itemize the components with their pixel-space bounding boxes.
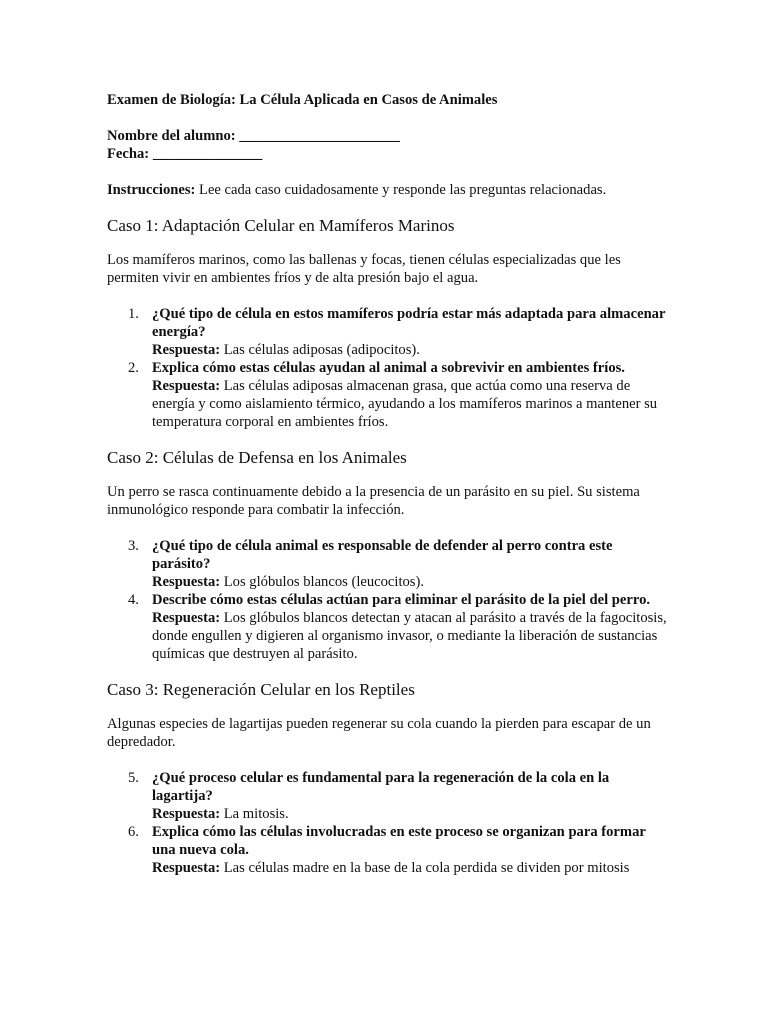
exam-title: Examen de Biología: La Célula Aplicada en Casos de Animales	[107, 92, 498, 108]
student-name-label: Nombre del alumno:	[107, 128, 236, 144]
answer-label: Respuesta:	[152, 574, 221, 590]
question-item	[128, 305, 667, 359]
answer-label: Respuesta:	[152, 860, 221, 876]
question-item	[128, 823, 667, 877]
instructions	[107, 181, 667, 199]
question-number: 4.	[128, 592, 139, 608]
answer	[152, 859, 667, 877]
date-blank: _______________	[152, 146, 263, 162]
answer-text: Las células adiposas (adipocitos).	[223, 342, 420, 358]
answer	[152, 573, 667, 591]
answer-label: Respuesta:	[152, 610, 221, 626]
answer	[152, 805, 667, 823]
case-2-heading: Caso 2: Células de Defensa en los Animales	[107, 448, 407, 467]
question-item	[128, 537, 667, 591]
question-text: ¿Qué proceso celular es fundamental para la regeneración de la cola en la lagartija?	[152, 770, 610, 804]
answer-text: Las células adiposas almacenan grasa, que actúa como una reserva de energía y como aislamiento térmico, ayudando a los mamíferos marinos a mantener su temperatura corporal en ambientes fríos.	[152, 378, 658, 430]
question-number: 5.	[128, 770, 139, 786]
answer	[152, 609, 667, 663]
case-2-intro: Un perro se rasca continuamente debido a la presencia de un parásito en su piel. Su sistema inmunológico responde para combatir la infección.	[107, 484, 640, 518]
question-text: Explica cómo estas células ayudan al animal a sobrevivir en ambientes fríos.	[152, 360, 625, 376]
case-3-intro: Algunas especies de lagartijas pueden regenerar su cola cuando la pierden para escapar de un depredador.	[107, 716, 651, 750]
student-name-blank: ______________________	[239, 128, 400, 144]
case-1-questions	[107, 305, 667, 431]
answer-label: Respuesta:	[152, 342, 221, 358]
answer	[152, 341, 667, 359]
answer-label: Respuesta:	[152, 378, 221, 394]
question-item	[128, 359, 667, 431]
question-number: 1.	[128, 306, 139, 322]
date-line	[107, 145, 667, 163]
question-item	[128, 591, 667, 663]
question-item	[128, 769, 667, 823]
question-text: ¿Qué tipo de célula en estos mamíferos podría estar más adaptada para almacenar energía?	[152, 306, 666, 340]
question-text: Explica cómo las células involucradas en este proceso se organizan para formar una nueva cola.	[152, 824, 646, 858]
question-number: 3.	[128, 538, 139, 554]
case-1-heading: Caso 1: Adaptación Celular en Mamíferos Marinos	[107, 216, 455, 235]
question-text: Describe cómo estas células actúan para eliminar el parásito de la piel del perro.	[152, 592, 651, 608]
exam-document	[107, 91, 667, 877]
question-text: ¿Qué tipo de célula animal es responsable de defender al perro contra este parásito?	[152, 538, 613, 572]
student-name-line	[107, 127, 667, 145]
answer-text: Los glóbulos blancos detectan y atacan al parásito a través de la fagocitosis, donde engullen y digieren al organismo invasor, o mediante la liberación de sustancias químicas que destruyen al parásito.	[152, 610, 667, 662]
date-label: Fecha:	[107, 146, 150, 162]
instructions-text: Lee cada caso cuidadosamente y responde las preguntas relacionadas.	[199, 182, 607, 198]
question-number: 6.	[128, 824, 139, 840]
answer-label: Respuesta:	[152, 806, 221, 822]
case-3-questions	[107, 769, 667, 877]
answer-text: Las células madre en la base de la cola perdida se dividen por mitosis	[223, 860, 630, 876]
answer-text: La mitosis.	[223, 806, 289, 822]
case-3-heading: Caso 3: Regeneración Celular en los Reptiles	[107, 680, 415, 699]
question-number: 2.	[128, 360, 139, 376]
case-1-intro: Los mamíferos marinos, como las ballenas y focas, tienen células especializadas que les permiten vivir en ambientes fríos y de alta presión bajo el agua.	[107, 252, 621, 286]
answer	[152, 377, 667, 431]
case-2-questions	[107, 537, 667, 663]
instructions-label: Instrucciones:	[107, 182, 196, 198]
answer-text: Los glóbulos blancos (leucocitos).	[223, 574, 424, 590]
